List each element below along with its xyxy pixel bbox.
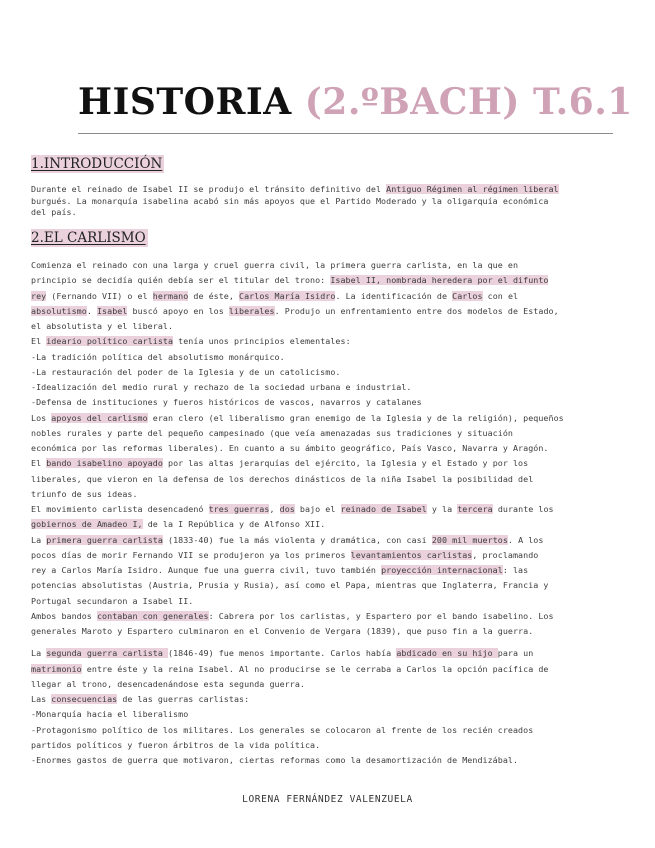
carlismo-text-line [31, 738, 639, 753]
text-segment: , proclamando [472, 549, 539, 560]
highlighted-text: levantamientos carlistas [350, 549, 473, 560]
text-segment: eran clero (el liberalismo gran enemigo de la Iglesia y de la religión), pequeños [147, 412, 564, 423]
text-segment: del país. [31, 207, 77, 217]
text-segment: y la [426, 504, 458, 514]
text-segment: Durante el reinado de Isabel II se produjo el tránsito definitivo del [31, 184, 387, 194]
text-segment: generales Maroto y Espartero culminaron en el Convenio de Vergara (1839), que puso fin a la guerra. [31, 626, 534, 636]
carlismo-text-line [31, 304, 639, 319]
highlighted-text: apoyos del carlismo [51, 412, 148, 423]
text-segment: burgués. La monarquía isabelina acabó sin más apoyos que el Partido Moderado y la oligarquía económica [31, 195, 549, 206]
carlismo-text-line [31, 350, 639, 365]
text-segment: Las [31, 694, 52, 704]
carlismo-text-line [31, 487, 639, 502]
text-segment: para un [497, 648, 534, 659]
highlighted-text: consecuencias [51, 694, 118, 704]
highlighted-text: hermano [152, 290, 189, 301]
text-segment: , [269, 504, 280, 514]
carlismo-text-line [31, 639, 639, 646]
page-title [78, 80, 633, 124]
highlighted-text: Carlos María Isidro [239, 290, 336, 301]
title-subtitle: (2.ºBACH) T.6.1 [304, 81, 633, 123]
highlighted-text: contaban con generales [96, 610, 209, 621]
intro-text-line [31, 184, 639, 196]
carlismo-text-line [31, 441, 639, 456]
carlismo-text-line [31, 258, 639, 273]
carlismo-text-line [31, 472, 639, 487]
carlismo-text-line [31, 502, 639, 517]
carlismo-text-line [31, 411, 639, 426]
text-segment: partidos políticos y fueron árbitros de la vida política. [31, 739, 321, 750]
highlighted-text: matrimonio [31, 663, 82, 674]
text-segment: Comienza el reinado con una larga y cruel guerra civil, la primera guerra carlista, en la que en [31, 260, 519, 270]
carlismo-text-line [31, 365, 639, 380]
carlismo-text-line [31, 646, 639, 661]
carlismo-text-line [31, 319, 639, 334]
text-segment: tenía unos principios elementales: [173, 336, 351, 347]
text-segment: Portugal secundaron a Isabel II. [31, 595, 194, 606]
carlismo-text-line [31, 662, 639, 677]
intro-text-line [31, 196, 639, 208]
carlismo-text-line [31, 578, 639, 593]
text-segment: durante los [492, 504, 554, 514]
text-segment: -La restauración del poder de la Iglesia y de un catolicismo. [31, 366, 341, 377]
section-heading-introduccion: 1.INTRODUCCIÓN [31, 156, 163, 172]
text-segment: -Idealización del medio rural y rechazo de la sociedad urbana e industrial. [31, 382, 412, 392]
highlighted-text: reinado de Isabel [340, 504, 427, 514]
text-segment: La [31, 534, 47, 545]
highlighted-text: segunda guerra carlista [46, 648, 168, 659]
carlismo-text-line [31, 533, 639, 548]
text-segment: : Cabrera por los carlistas, y Espartero por el bando isabelino. Los [208, 610, 554, 621]
carlismo-text-line [31, 677, 639, 692]
text-segment: llegar al trono, desencadenándose esta segunda guerra. [31, 678, 305, 689]
highlighted-text: liberales [228, 305, 275, 316]
text-segment: . A los [507, 534, 544, 545]
text-segment: de éste, [188, 290, 240, 301]
text-segment: potencias absolutistas (Austria, Prusia y Rusia), así como el Papa, mientras que Inglaterra, Francia y [31, 580, 549, 591]
highlighted-text: tres guerras [208, 504, 270, 514]
text-segment: rey a Carlos María Isidro. Aunque fue una guerra civil, tuvo también [31, 565, 382, 575]
text-segment: económica por las reformas liberales). En cuanto a su ámbito geográfico, País Vasco, Navarra y Aragón. [31, 443, 549, 453]
text-segment: buscó apoyo en los [127, 305, 229, 316]
highlighted-text: gobiernos de Amadeo I, [31, 519, 143, 530]
highlighted-text: ideario político carlista [46, 336, 174, 347]
highlighted-text: abdicado en su hijo [396, 648, 498, 659]
carlismo-paragraph [31, 258, 639, 768]
carlismo-text-line [31, 548, 639, 563]
highlighted-text: Carlos [452, 290, 483, 301]
highlighted-text: tercera [457, 504, 493, 514]
text-segment: : las [502, 565, 529, 575]
text-segment: triunfo de sus ideas. [31, 488, 138, 499]
text-segment: La [31, 648, 47, 659]
text-segment: (1846-49) fue menos importante. Carlos había [168, 648, 397, 659]
carlismo-text-line [31, 395, 639, 410]
text-segment: (1833-40) fue la más violenta y dramática, con casi [162, 534, 432, 545]
text-segment: de las guerras carlistas: [117, 694, 250, 704]
highlighted-text: bando isabelino apoyado [46, 458, 163, 469]
carlismo-text-line [31, 594, 639, 609]
text-segment: El [31, 458, 47, 469]
text-segment: -Protagonismo político de los militares. Los generales se colocaron al frente de los recién creados [31, 724, 534, 735]
intro-paragraph [31, 184, 639, 219]
text-segment: por las altas jerarquías del ejército, la Iglesia y el Estado y por los [162, 458, 529, 469]
text-segment: el absolutista y el liberal. [31, 321, 174, 331]
text-segment: bajo el [294, 504, 341, 514]
text-segment: nobles rurales y parte del pequeño campesinado (que veía amenazadas sus tradiciones y situación [31, 427, 513, 438]
text-segment: . Produjo un enfrentamiento entre dos modelos de Estado, [274, 305, 559, 316]
carlismo-text-line [31, 289, 639, 304]
text-segment: Los [31, 412, 52, 423]
intro-text-line [31, 207, 639, 219]
text-segment: entre éste y la reina Isabel. Al no producirse se le cerraba a Carlos la opción pacífica de [81, 663, 549, 674]
highlighted-text: dos [279, 504, 295, 514]
highlighted-text: primera guerra carlista [46, 534, 163, 545]
carlismo-text-line [31, 517, 639, 532]
carlismo-text-line [31, 609, 639, 624]
carlismo-text-line [31, 563, 639, 578]
text-segment: . [86, 305, 97, 316]
text-segment: -Enormes gastos de guerra que motivaron, ciertas reformas como la desamortización de Mendizábal. [31, 755, 519, 765]
highlighted-text: 200 mil muertos [431, 534, 508, 545]
highlighted-text: proyección internacional [381, 565, 503, 575]
author-footer: LORENA FERNÁNDEZ VALENZUELA [242, 794, 413, 805]
title-main: HISTORIA [78, 81, 292, 123]
text-segment: liberales, que vieron en la defensa de los derechos dinásticos de la niña Isabel la posibilidad del [31, 473, 534, 484]
carlismo-text-line [31, 624, 639, 639]
text-segment: (Fernando VII) o el [46, 290, 153, 301]
text-segment: -Monarquía hacia el liberalismo [31, 709, 189, 720]
highlighted-text: Isabel [96, 305, 128, 316]
highlighted-text: rey [31, 290, 47, 301]
highlighted-text: Antiguo Régimen al régimen liberal [386, 184, 559, 194]
text-segment: El movimiento carlista desencadenó [31, 504, 209, 514]
carlismo-text-line [31, 273, 639, 288]
carlismo-text-line [31, 707, 639, 722]
carlismo-text-line [31, 456, 639, 471]
carlismo-text-line [31, 692, 639, 707]
text-segment: Ambos bandos [31, 610, 97, 621]
text-segment: -Defensa de instituciones y fueros históricos de vascos, navarros y catalanes [31, 397, 422, 408]
text-segment: -La tradición política del absolutismo monárquico. [31, 351, 285, 362]
carlismo-text-line [31, 380, 639, 395]
text-segment: El [31, 336, 47, 347]
highlighted-text: absolutismo [31, 305, 87, 316]
text-segment: principio se decidía quién debía ser el titular del trono: [31, 275, 331, 286]
text-segment: pocos días de morir Fernando VII se produjeron ya los primeros [31, 549, 351, 560]
highlighted-text: Isabel II, nombrada heredera por el difunto [330, 275, 549, 286]
carlismo-text-line [31, 334, 639, 349]
text-segment: con el [482, 290, 519, 301]
carlismo-text-line [31, 426, 639, 441]
section-heading-carlismo: 2.EL CARLISMO [31, 230, 146, 246]
text-segment: . La identificación de [335, 290, 453, 301]
carlismo-text-line [31, 753, 639, 768]
title-divider [78, 133, 613, 134]
carlismo-text-line [31, 723, 639, 738]
text-segment: de la I República y de Alfonso XII. [142, 519, 326, 530]
